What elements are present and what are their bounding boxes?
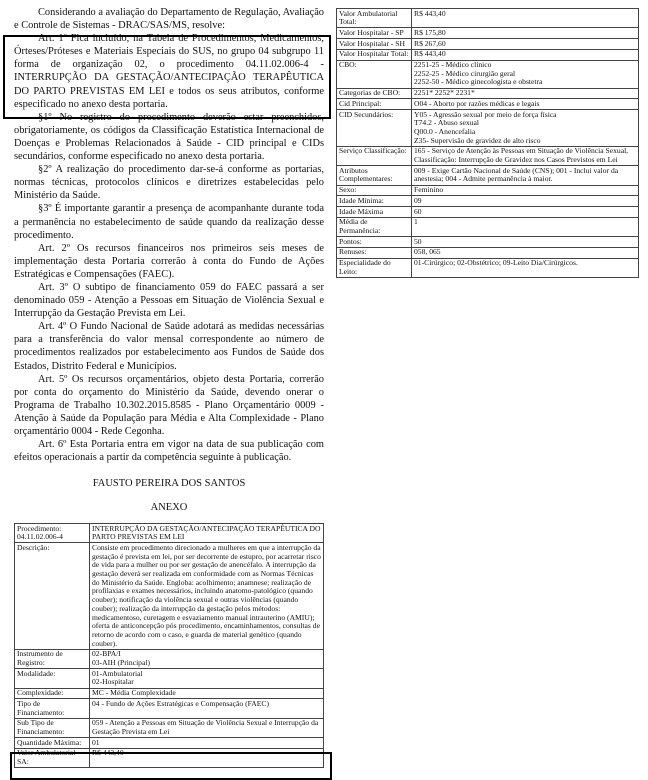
field-label: CBO: xyxy=(337,60,412,88)
table-row xyxy=(337,196,639,207)
field-value-line: 03-AIH (Principal) xyxy=(92,658,150,668)
field-value-line: Q00.0 - Anencefalia xyxy=(414,126,476,136)
field-value: R$ 443,40 xyxy=(412,9,639,28)
table-row xyxy=(337,60,639,88)
field-value: Consiste em procedimento direcionado a mulheres em que a interrupção da gestação é prevista em lei, por ser decorrente de estupro, por acarretar risco de vida para a mulher ou por ser gestação de anencéfalo. A interrupção da gestação deverá ser realizada em conformidade com as Normas Técnicas do Ministério da Saúde. Engloba: acolhimento; anamnese; realização de profilaxias e exames necessários, incluindo anatomo-patológico (quando couber); notificação da violência sexual e outras violências (quando couber); realização da interrupção da gestação pelos métodos: medicamentoso, curetagem e esvaziamento manual intrauterino (AMIU); oferta de anticoncepção pós procedimento, encaminhamentos, consultas de retorno de acordo com o caso, e guarda de material genético (quando couber). xyxy=(90,543,324,649)
table-row xyxy=(337,258,639,277)
field-label: Procedimento: 04.11.02.006-4 xyxy=(15,524,90,543)
table-row xyxy=(337,185,639,196)
paragraph-art5: Art. 5º Os recursos orçamentários, objeto desta Portaria, correrão por conta do orçamento do Ministério da Saúde, devendo onerar o Programa de Trabalho 10.302.2015.8585 - Plano Orçamentário 0009 - Atenção à Saúde da População para Média e Alta Complexidade - Plano orçamentário 0004 - Rede Cegonha. xyxy=(14,373,324,437)
field-value: R$ 443,40 xyxy=(412,49,639,60)
field-value-line: 02-Hospitalar xyxy=(92,677,134,687)
signature-name: FAUSTO PEREIRA DOS SANTOS xyxy=(92,478,246,489)
field-label: Valor Hospitalar Total: xyxy=(337,49,412,60)
table-row xyxy=(337,237,639,248)
field-value: 60 xyxy=(412,207,639,218)
table-row xyxy=(15,543,324,649)
field-value: 058, 065 xyxy=(412,247,639,258)
field-label: Cid Principal: xyxy=(337,99,412,110)
table-row xyxy=(337,110,639,147)
field-label: Renuses: xyxy=(337,247,412,258)
paragraph-art3: Art. 3º O subtipo de financiamento 059 do FAEC passará a ser denominado 059 - Atenção a Pessoas em Situação de Violência Sexual e Interrupção da Gestação Prevista em Lei. xyxy=(14,281,324,320)
field-value-line: 02-BPA/I xyxy=(92,649,121,659)
field-value: 2251* 2252* 2231* xyxy=(412,88,639,99)
field-label: Modalidade: xyxy=(15,669,90,688)
field-label: Descrição: xyxy=(15,543,90,649)
field-value: 1 xyxy=(412,217,639,236)
paragraph-art1: Art. 1º Fica incluído, na Tabela de Procedimentos, Medicamentos, Órteses/Próteses e Materiais Especiais do SUS, no grupo 04 subgrupo 11 forma de organização 02, o procedimento 04.11.02.006-4 - INTERRUPÇÃO DA GESTAÇÃO/ANTECIPAÇÃO TERAPÊUTICA DO PARTO PREVISTAS EM LEI e todos os seus atributos, conforme especificado no anexo desta portaria. xyxy=(14,33,324,110)
field-label: CID Secundários: xyxy=(337,110,412,147)
paragraph-art4: Art. 4º O Fundo Nacional de Saúde adotará as medidas necessárias para a transferência do valor mensal correspondente ao número de procedimentos realizados por estabelecimento aos Fundos de Saúde dos Estados, Distrito Federal e Municípios. xyxy=(14,321,324,372)
field-label: Valor Ambulatorial Total: xyxy=(337,9,412,28)
table-row xyxy=(337,166,639,185)
table-row xyxy=(337,207,639,218)
field-value: 50 xyxy=(412,237,639,248)
field-value xyxy=(412,60,639,88)
field-value xyxy=(90,669,324,688)
field-label: Categorias de CBO: xyxy=(337,88,412,99)
field-value: 01 xyxy=(90,738,324,749)
field-label: Instrumento de Registro: xyxy=(15,649,90,668)
field-value: O04 - Aborto por razões médicas e legais xyxy=(412,99,639,110)
field-value-line: Z35- Supervisão de gravidez de alto risco xyxy=(414,135,541,145)
table-row xyxy=(337,99,639,110)
field-label: Especialidade do Leito: xyxy=(337,258,412,277)
field-value: 04 - Fundo de Ações Estratégicas e Compensação (FAEC) xyxy=(90,699,324,718)
field-label: Idade Máxima xyxy=(337,207,412,218)
field-label: Sexo: xyxy=(337,185,412,196)
field-label: Valor Ambulatorial SA: xyxy=(15,748,90,767)
paragraph-art6: Art. 6º Esta Portaria entra em vigor na data de sua publicação com efeitos operacionais a partir da competência seguinte à publicação. xyxy=(14,439,324,464)
annex-table-right xyxy=(336,8,639,278)
field-label: Complexidade: xyxy=(15,688,90,699)
field-label: Idade Mínima: xyxy=(337,196,412,207)
field-value xyxy=(90,649,324,668)
field-value-line: Y05 - Agressão sexual por meio de força física xyxy=(414,109,557,119)
table-row xyxy=(15,649,324,668)
field-label: Média de Permanência: xyxy=(337,217,412,236)
field-label: Valor Hospitalar - SH xyxy=(337,39,412,50)
table-row xyxy=(337,49,639,60)
table-row xyxy=(15,748,324,767)
table-row xyxy=(337,39,639,50)
field-value: MC - Média Complexidade xyxy=(90,688,324,699)
field-value xyxy=(412,146,639,165)
field-value: 059 - Atenção a Pessoas em Situação de Violência Sexual e Interrupção da Gestação Prevista em Lei xyxy=(90,718,324,737)
paragraph-art2: Art. 2º Os recursos financeiros nos primeiros seis meses de implementação desta Portaria correrão à conta do Fundo de Ações Estratégicas e Compensações (FAEC). xyxy=(14,242,324,280)
field-label: Pontos: xyxy=(337,237,412,248)
field-value xyxy=(412,110,639,147)
table-row xyxy=(337,28,639,39)
field-label: Quantidade Máxima: xyxy=(15,738,90,749)
table-row xyxy=(15,688,324,699)
field-label: Tipo de Financiamento: xyxy=(15,699,90,718)
table-row xyxy=(337,217,639,236)
table-row xyxy=(15,524,324,543)
field-value: INTERRUPÇÃO DA GESTAÇÃO/ANTECIPAÇÃO TERAPÊUTICA DO PARTO PREVISTAS EM LEI xyxy=(90,524,324,543)
annex-title: ANEXO xyxy=(150,502,188,513)
field-value-line: 2251-25 - Médico clínico xyxy=(414,60,492,70)
paragraph-considerando: Considerando a avaliação do Departamento de Regulação, Avaliação e Controle de Sistemas - DRAC/SAS/MS, resolve: xyxy=(14,7,325,32)
field-label: Serviço Classificação: xyxy=(337,146,412,165)
table-row xyxy=(15,699,324,718)
field-value: 09 xyxy=(412,196,639,207)
field-value: Feminino xyxy=(412,185,639,196)
paragraph-par3: §3º É importante garantir a presença de acompanhante durante toda a permanência no estabelecimento de saúde quando da realização desse procedimento. xyxy=(14,203,324,241)
field-value-line: 2252-50 - Médico ginecologista e obstetra xyxy=(414,77,543,87)
table-row xyxy=(337,9,639,28)
table-row xyxy=(337,146,639,165)
field-value-line: 2252-25 - Médico cirurgião geral xyxy=(414,68,516,78)
field-value-line: 165 - Serviço de Atenção às Pessoas em Situação de Violência Sexual, xyxy=(414,146,629,156)
annex-table-left xyxy=(14,523,324,768)
paragraph-par2: §2º A realização do procedimento dar-se-á conforme as portarias, normas técnicas, protocolos clínicos e diretrizes estabelecidas pelo Ministério da Saúde. xyxy=(14,164,324,202)
table-row xyxy=(15,669,324,688)
field-value-line: Classificação: Interrupção de Gravidez nos Casos Previstos em Lei xyxy=(414,155,618,165)
table-row xyxy=(15,718,324,737)
field-value: 01-Cirúrgico; 02-Obstétrico; 09-Leito Dia/Cirúrgicos. xyxy=(412,258,639,277)
field-value: R$ 267,60 xyxy=(412,39,639,50)
table-row xyxy=(337,88,639,99)
field-label: Atributos Complementares: xyxy=(337,166,412,185)
paragraph-par1: §1º No registro do procedimento deverão estar preenchidos, obrigatoriamente, os códigos da Classificação Estatística Internacional de Doenças e Problemas Relacionados à Saúde - CID principal e CIDs secundários, conforme especificado no anexo desta portaria. xyxy=(14,111,324,163)
table-row xyxy=(15,738,324,749)
field-label: Sub Tipo de Financiamento: xyxy=(15,718,90,737)
field-value: R$ 443,40 xyxy=(90,748,324,767)
field-label: Valor Hospitalar - SP xyxy=(337,28,412,39)
field-value: R$ 175,80 xyxy=(412,28,639,39)
field-value-line: 01-Ambulatorial xyxy=(92,668,143,678)
portaria-body xyxy=(14,6,324,464)
table-row xyxy=(337,247,639,258)
field-value: 009 - Exige Cartão Nacional de Saúde (CNS); 001 - Inclui valor da anestesia; 004 - Admite permanência à maior. xyxy=(412,166,639,185)
field-value-line: T74.2 - Abuso sexual xyxy=(414,118,479,128)
